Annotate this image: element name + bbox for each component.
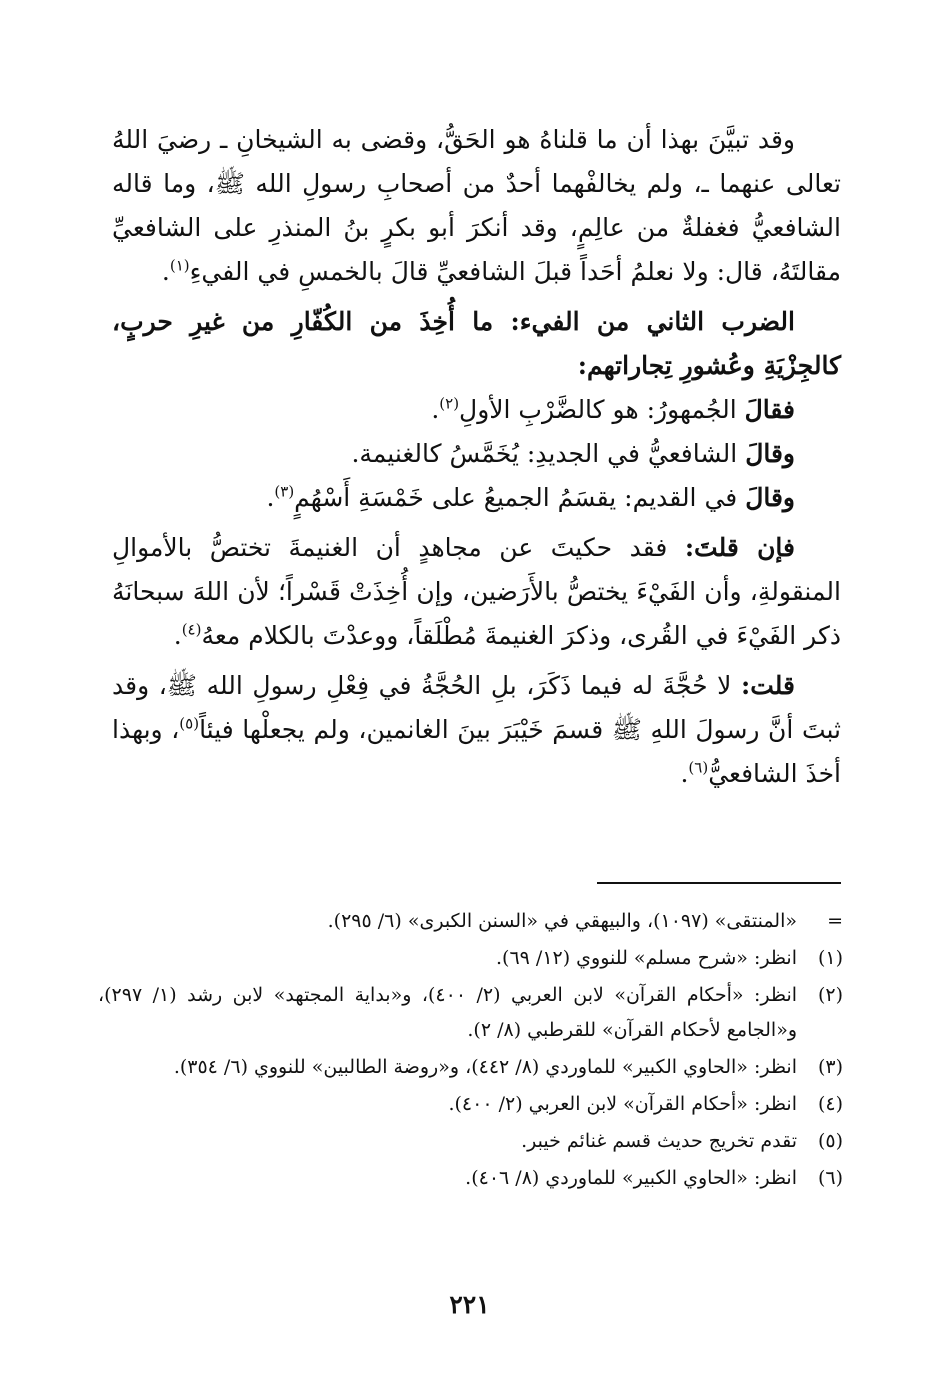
footnote-text: انظر: «الحاوي الكبير» للماوردي (٨/ ٤٠٦).	[465, 1167, 797, 1189]
footnote-ref-5[interactable]: (٥)	[179, 714, 200, 733]
paragraph-7-lead: قلت:	[740, 671, 795, 700]
paragraph-6-text: فقد حكيتَ عن مجاهدٍ أن الغنيمةَ تختصُّ بالأموالِ المنقولةِ، وأن الفَيْءَ يختصُّ بالأَرَضين، وإن أُخِذَتْ قَسْراً؛ لأن اللهَ سبحانَهُ ذكر الفَيْءَ في القُرى، وذكرَ الغنيمةَ مُطْلَقاً، ووعدْتَ بالكلام معهُ	[112, 533, 841, 650]
paragraph-5-text: في القديم: يقسَمُ الجميعُ على خَمْسَةِ أَسْهُمٍ	[294, 483, 746, 512]
footnote-3	[98, 1050, 843, 1085]
footnote-continuation	[98, 904, 843, 939]
footnote-6	[98, 1161, 843, 1196]
footnote-number: (١)	[817, 947, 843, 969]
paragraph-2	[112, 300, 841, 388]
footnote-2	[98, 978, 843, 1048]
footnote-separator	[597, 882, 841, 884]
paragraph-4-text: الشافعيُّ في الجديدِ: يُخَمَّسُ كالغنيمة.	[351, 439, 746, 468]
paragraph-6-end: .	[173, 621, 182, 650]
footnote-number: (٤)	[817, 1093, 843, 1115]
footnote-ref-6[interactable]: (٦)	[688, 758, 709, 777]
footnote-ref-3[interactable]: (٣)	[274, 482, 295, 501]
paragraph-6	[112, 526, 841, 658]
paragraph-3-lead: فقالَ	[744, 395, 795, 424]
paragraph-5	[112, 476, 841, 520]
paragraph-6-lead: فإن قلتَ:	[684, 533, 795, 562]
paragraph-7-middle: ، وبهذا أخذَ الشافعيُّ	[112, 715, 841, 788]
main-text	[112, 118, 841, 796]
footnote-5	[98, 1124, 843, 1159]
footnote-number: (٢)	[817, 984, 843, 1006]
paragraph-3-text: الجُمهورُ: هو كالضَّرْبِ الأولِ	[459, 395, 745, 424]
footnote-text: انظر: «شرح مسلم» للنووي (١٢/ ٦٩).	[495, 947, 797, 969]
paragraph-2-heading: الضرب الثاني من الفيء: ما أُخِذَ من الكُفّارِ من غيرِ حربٍ، كالجِزْيَةِ وعُشورِ تِجاراتهم:	[112, 307, 841, 380]
footnote-1	[98, 941, 843, 976]
footnote-text: تقدم تخريج حديث قسم غنائم خيبر.	[521, 1130, 797, 1152]
footnote-number: (٥)	[817, 1130, 843, 1152]
paragraph-5-lead: وقالَ	[745, 483, 795, 512]
paragraph-5-end: .	[266, 483, 275, 512]
footnote-text: انظر: «أحكام القرآن» لابن العربي (٢/ ٤٠٠).	[448, 1093, 797, 1115]
paragraph-4-lead: وقالَ	[745, 439, 795, 468]
paragraph-7	[112, 664, 841, 796]
footnote-text: «المنتقى» (١٠٩٧)، والبيهقي في «السنن الكبرى» (٦/ ٢٩٥).	[327, 910, 797, 932]
footnote-ref-4[interactable]: (٤)	[181, 620, 202, 639]
footnotes	[98, 904, 843, 1198]
footnote-text: انظر: «أحكام القرآن» لابن العربي (٢/ ٤٠٠)، و«بداية المجتهد» لابن رشد (١/ ٢٩٧)، و«الجامع لأحكام القرآن» للقرطبي (٨/ ٢).	[98, 984, 798, 1041]
footnote-ref-1[interactable]: (١)	[169, 256, 190, 275]
footnote-ref-2[interactable]: (٢)	[439, 394, 460, 413]
paragraph-1-text: وقد تبيَّنَ بهذا أن ما قلناهُ هو الحَقُّ، وقضى به الشيخانِ ـ رضيَ اللهُ تعالى عنهما ـ، ولم يخالفْهما أحدٌ من أصحابِ رسولِ الله ﷺ، وما قاله الشافعيُّ فغفلةٌ من عالِمٍ، وقد أنكرَ أبو بكرٍ بنُ المنذرِ على الشافعيِّ مقالتَهُ، قال: ولا نعلمُ أحَداً قبلَ الشافعيِّ قالَ بالخمسِ في الفيءِ	[112, 125, 841, 286]
footnote-4	[98, 1087, 843, 1122]
footnote-number: =	[827, 910, 843, 932]
paragraph-4	[112, 432, 841, 476]
paragraph-7-end: .	[680, 759, 689, 788]
paragraph-7-text: لا حُجَّةَ له فيما ذَكَرَ، بلِ الحُجَّةُ في فِعْلِ رسولِ الله ﷺ، وقد ثبتَ أنَّ رسولَ اللهِ ﷺ قسمَ خَيْبَرَ بينَ الغانمين، ولم يجعلْها فيئاً	[112, 671, 841, 744]
page-number: ٢٢١	[449, 1290, 490, 1319]
footnote-text: انظر: «الحاوي الكبير» للماوردي (٨/ ٤٤٢)، و«روضة الطالبين» للنووي (٦/ ٣٥٤).	[173, 1056, 797, 1078]
paragraph-1-end: .	[161, 257, 170, 286]
paragraph-1	[112, 118, 841, 294]
paragraph-3-end: .	[431, 395, 440, 424]
footnote-number: (٣)	[817, 1056, 843, 1078]
footnote-number: (٦)	[817, 1167, 843, 1189]
paragraph-3	[112, 388, 841, 432]
